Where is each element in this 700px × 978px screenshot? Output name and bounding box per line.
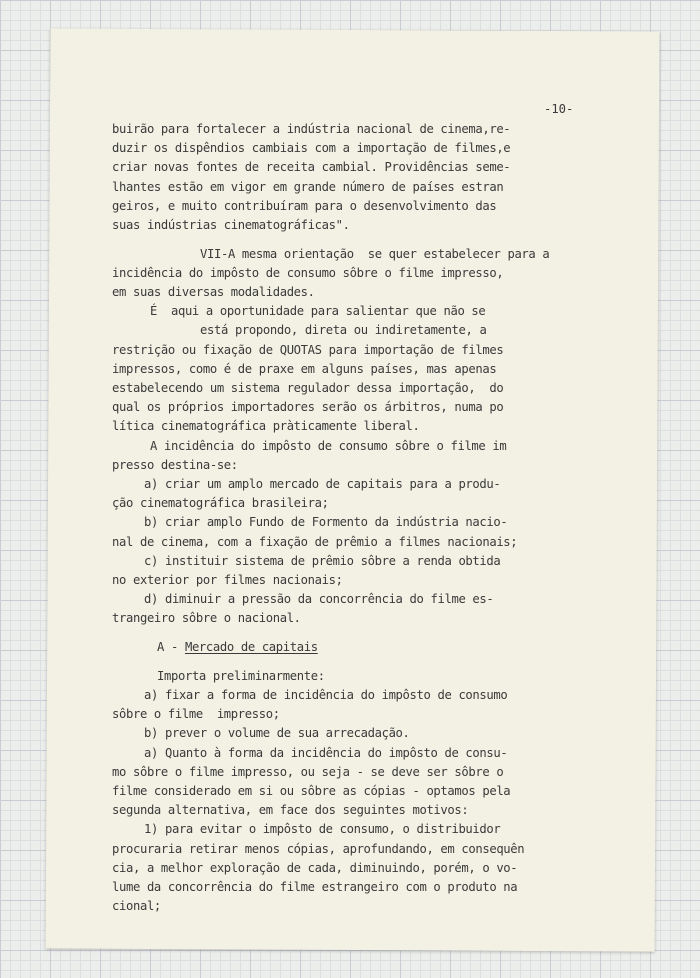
text-line: criar novas fontes de receita cambial. Providências seme- [112, 160, 511, 175]
text-line: duzir os dispêndios cambiais com a importação de filmes,e [112, 141, 511, 156]
typed-text-body [112, 120, 612, 916]
text-line: É aqui a oportunidade para salientar que não se [150, 304, 486, 319]
text-line: em suas diversas modalidades. [112, 285, 315, 300]
text-line: qual os próprios importadores serão os árbitros, numa po [112, 400, 504, 415]
text-line: impressos, como é de praxe em alguns países, mas apenas [112, 361, 497, 376]
text-line: b) prever o volume de sua arrecadação. [144, 726, 410, 741]
text-line: segunda alternativa, em face dos seguintes motivos: [112, 803, 469, 818]
text-line: geiros, e muito contribuíram para o desenvolvimento das [112, 198, 497, 213]
page-number: -10- [544, 102, 574, 116]
text-line: b) criar amplo Fundo de Formento da indústria nacio- [144, 515, 508, 530]
text-line: trangeiro sôbre o nacional. [112, 611, 301, 626]
text-line: cia, a melhor exploração de cada, diminuindo, porém, o vo- [112, 860, 518, 875]
text-line: ção cinematográfica brasileira; [112, 496, 329, 511]
text-line: mo sôbre o filme impresso, ou seja - se deve ser sôbre o [112, 764, 504, 779]
text-line: suas indústrias cinematográficas". [112, 217, 350, 232]
text-line: lítica cinematográfica pràticamente liberal. [112, 419, 420, 434]
text-line: está propondo, direta ou indiretamente, a [200, 323, 487, 338]
text-line: incidência do impôsto de consumo sôbre o filme impresso, [112, 265, 504, 280]
text-line: procuraria retirar menos cópias, aprofundando, em consequên [112, 841, 525, 856]
text-line: presso destina-se: [112, 457, 238, 472]
text-line: Importa preliminarmente: [157, 668, 325, 683]
section-heading-prefix: A - [157, 640, 185, 655]
text-line: a) fixar a forma de incidência do impôsto de consumo [144, 688, 508, 703]
text-line: restrição ou fixação de QUOTAS para importação de filmes [112, 342, 504, 357]
text-line: lume da concorrência do filme estrangeiro com o produto na [112, 879, 518, 894]
text-line: 1) para evitar o impôsto de consumo, o distribuidor [144, 822, 501, 837]
text-line: A incidência do impôsto de consumo sôbre o filme im [150, 438, 507, 453]
section-paragraphs [112, 667, 612, 916]
text-line: lhantes estão em vigor em grande número de países estran [112, 179, 504, 194]
text-line: filme considerado em si ou sôbre as cópias - optamos pela [112, 783, 511, 798]
text-line: a) criar um amplo mercado de capitais para a produ- [144, 476, 501, 491]
text-line: buirão para fortalecer a indústria nacional de cinema,re- [112, 122, 511, 136]
section-heading [112, 638, 612, 657]
body-paragraphs [112, 120, 612, 628]
text-line: estabelecendo um sistema regulador dessa importação, do [112, 381, 504, 396]
text-line: VII-A mesma orientação se quer estabelecer para a [200, 246, 550, 261]
section-heading-title: Mercado de capitais [184, 640, 318, 655]
text-line: nal de cinema, com a fixação de prêmio a filmes nacionais; [112, 534, 518, 549]
text-line: no exterior por filmes nacionais; [112, 572, 343, 587]
text-line: c) instituir sistema de prêmio sôbre a renda obtida [144, 553, 501, 568]
text-line: sôbre o filme impresso; [112, 707, 280, 722]
text-line: a) Quanto à forma da incidência do impôsto de consu- [144, 745, 508, 760]
text-line: d) diminuir a pressão da concorrência do filme es- [144, 592, 494, 607]
text-line: cional; [112, 899, 161, 914]
